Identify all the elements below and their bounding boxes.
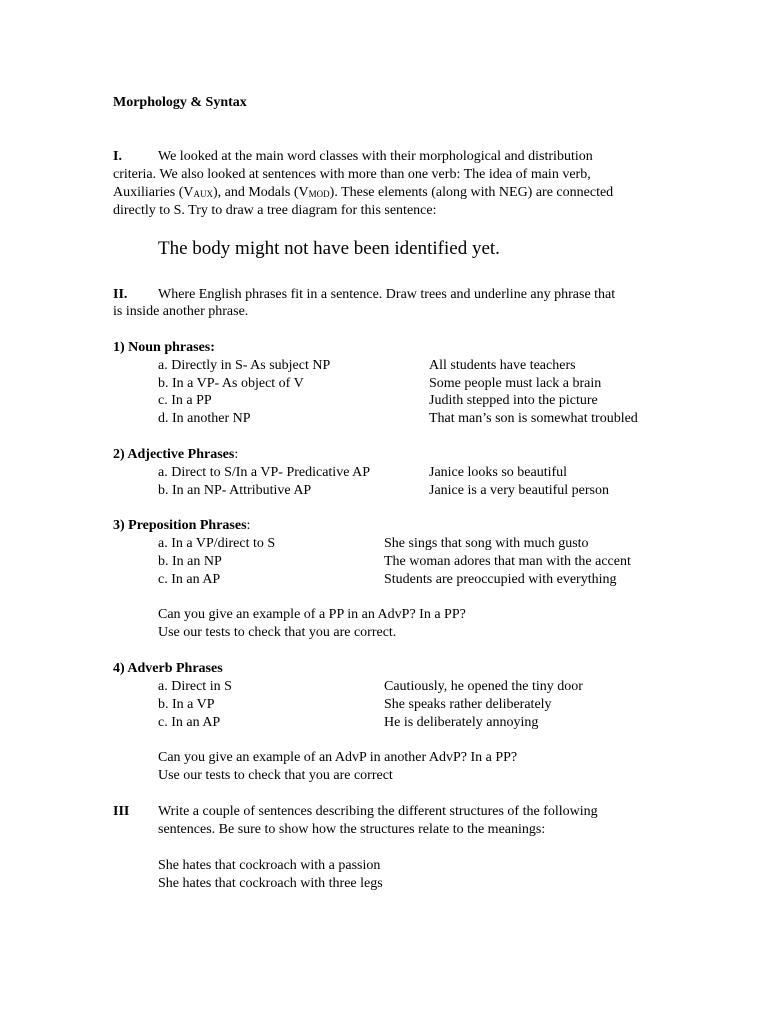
mod-subscript: MOD <box>308 189 330 199</box>
adverb-item-example: She speaks rather deliberately <box>384 697 552 712</box>
noun-item-example: All students have teachers <box>429 358 576 373</box>
section-3-sentence-1: She hates that cockroach with a passion <box>158 858 381 873</box>
section-1-line-2: criteria. We also looked at sentences with more than one verb: The idea of main verb, <box>113 167 591 182</box>
line-3-part-c: ). These elements (along with NEG) are connected <box>329 185 614 200</box>
noun-phrases-heading: 1) Noun phrases: <box>113 340 215 355</box>
adjective-phrases-heading <box>113 446 238 464</box>
adverb-question-2: Use our tests to check that you are correct <box>158 768 393 783</box>
adjective-item-example: Janice is a very beautiful person <box>429 483 609 498</box>
section-3-sentence-2: She hates that cockroach with three legs <box>158 876 383 891</box>
adjective-heading-colon: : <box>234 447 239 462</box>
section-2-line-2: is inside another phrase. <box>113 304 249 319</box>
line-3-part-b: ), and Modals (V <box>212 185 309 200</box>
preposition-item-example: Students are preoccupied with everything <box>384 572 617 587</box>
preposition-item-example: She sings that song with much gusto <box>384 536 589 551</box>
adverb-item-example: He is deliberately annoying <box>384 715 539 730</box>
section-2-number: II. <box>113 287 128 302</box>
section-3-number: III <box>113 804 130 819</box>
example-sentence: The body might not have been identified yet. <box>158 238 500 259</box>
section-1-line-1: We looked at the main word classes with their morphological and distribution <box>158 149 593 164</box>
preposition-phrases-heading <box>113 517 250 535</box>
adjective-heading-text: 2) Adjective Phrases <box>113 447 235 462</box>
noun-item-example: That man’s son is somewhat troubled <box>429 411 638 426</box>
section-3-line-1: Write a couple of sentences describing the different structures of the following <box>158 804 598 819</box>
section-1-line-3 <box>113 184 613 202</box>
adjective-item-label: a. Direct to S/In a VP- Predicative AP <box>158 465 371 480</box>
adjective-item-label: b. In an NP- Attributive AP <box>158 483 312 498</box>
noun-item-label: c. In a PP <box>158 393 212 408</box>
noun-item-label: b. In a VP- As object of V <box>158 376 304 391</box>
adjective-item-example: Janice looks so beautiful <box>429 465 568 480</box>
noun-item-label: a. Directly in S- As subject NP <box>158 358 331 373</box>
adverb-item-example: Cautiously, he opened the tiny door <box>384 679 583 694</box>
section-2-line-1: Where English phrases fit in a sentence. Draw trees and underline any phrase that <box>158 287 616 302</box>
adverb-item-label: c. In an AP <box>158 715 221 730</box>
preposition-item-label: b. In an NP <box>158 554 222 569</box>
adverb-question-1: Can you give an example of an AdvP in another AdvP? In a PP? <box>158 750 518 765</box>
section-1-number: I. <box>113 149 122 164</box>
preposition-heading-text: 3) Preposition Phrases <box>113 518 247 533</box>
page-title: Morphology & Syntax <box>113 95 247 110</box>
preposition-item-label: a. In a VP/direct to S <box>158 536 276 551</box>
preposition-question-1: Can you give an example of a PP in an AdvP? In a PP? <box>158 607 466 622</box>
section-1-line-4: directly to S. Try to draw a tree diagram for this sentence: <box>113 203 437 218</box>
preposition-question-2: Use our tests to check that you are correct. <box>158 625 397 640</box>
noun-item-example: Some people must lack a brain <box>429 376 602 391</box>
line-3-part-a: Auxiliaries (V <box>113 185 194 200</box>
noun-item-label: d. In another NP <box>158 411 251 426</box>
preposition-heading-colon: : <box>246 518 251 533</box>
aux-subscript: AUX <box>193 189 213 199</box>
noun-item-example: Judith stepped into the picture <box>429 393 598 408</box>
adverb-phrases-heading: 4) Adverb Phrases <box>113 661 223 676</box>
adverb-item-label: b. In a VP <box>158 697 215 712</box>
adverb-item-label: a. Direct in S <box>158 679 232 694</box>
preposition-item-example: The woman adores that man with the accent <box>384 554 631 569</box>
preposition-item-label: c. In an AP <box>158 572 221 587</box>
section-3-line-2: sentences. Be sure to show how the structures relate to the meanings: <box>158 822 546 837</box>
